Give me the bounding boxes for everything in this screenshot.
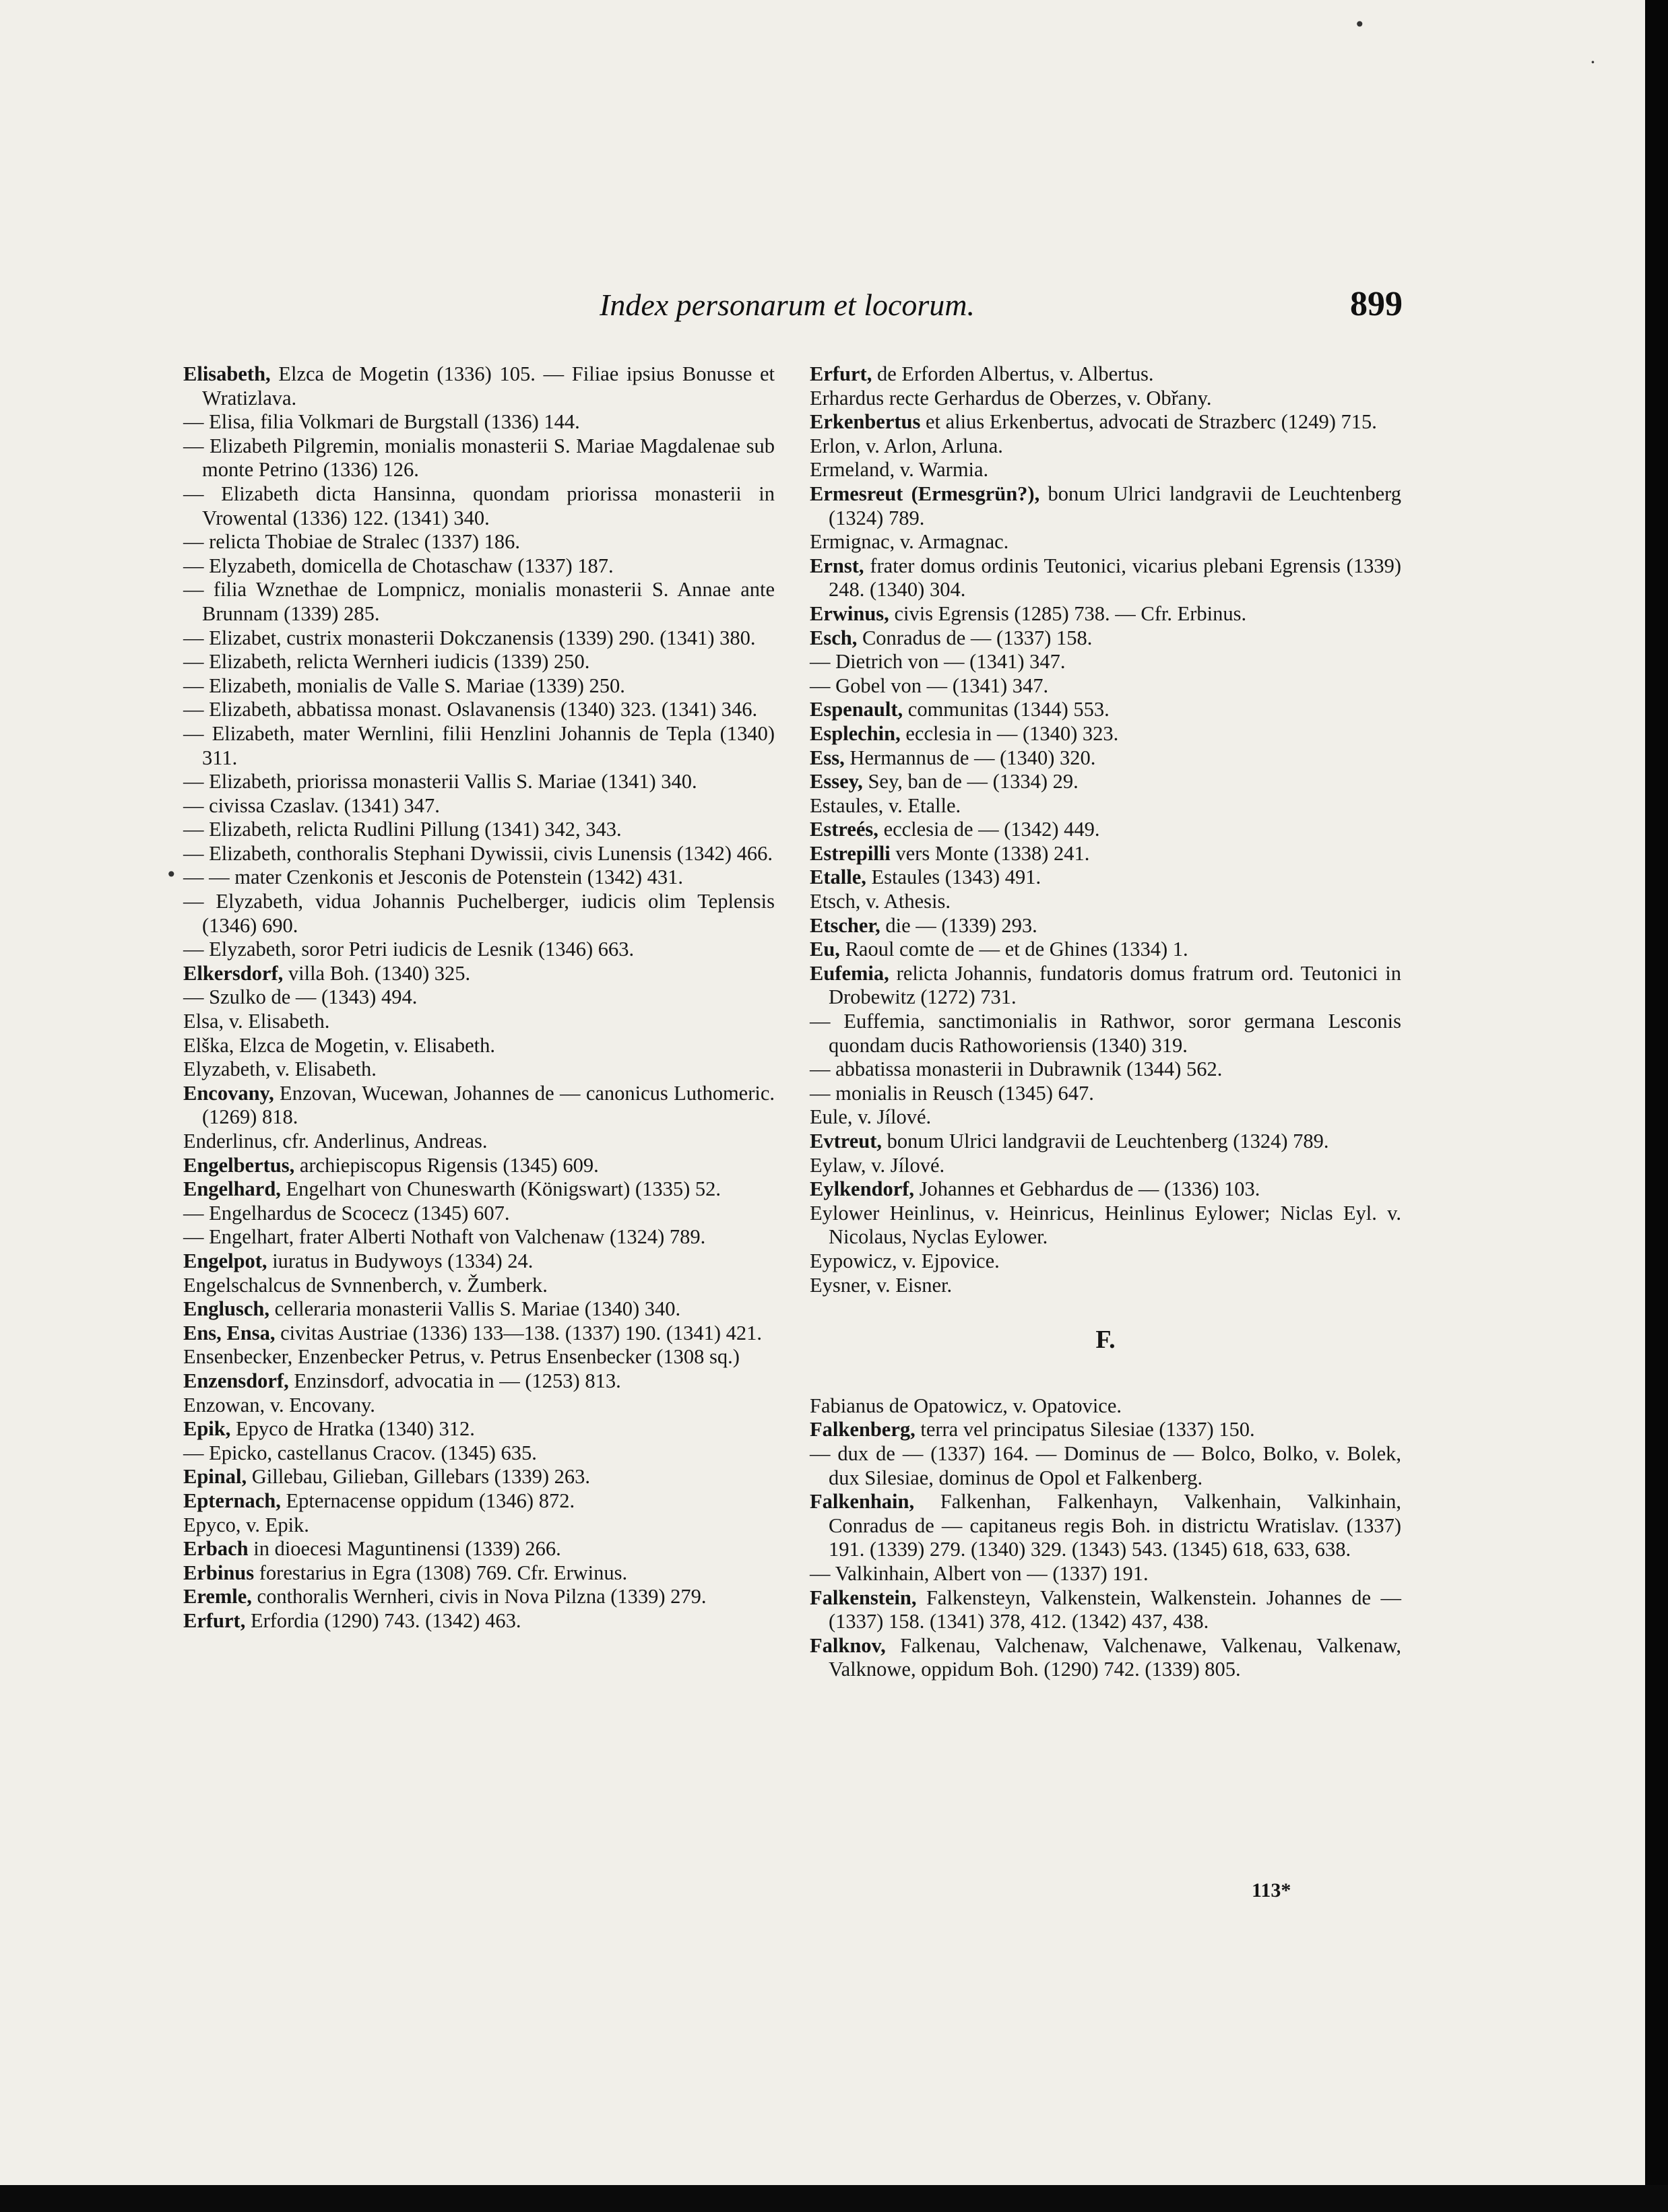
index-entry xyxy=(183,1010,775,1034)
index-entry xyxy=(183,1609,775,1633)
index-entry xyxy=(183,1441,775,1466)
entry-text: Ermignac, v. Armagnac. xyxy=(810,530,1009,554)
entry-headword: Estreés, xyxy=(810,818,878,841)
scan-border-right xyxy=(1645,0,1668,2212)
index-entry xyxy=(810,434,1401,459)
scan-speck: · xyxy=(1590,51,1596,73)
entry-headword: Etalle, xyxy=(810,866,866,889)
entry-text: Eypowicz, v. Ejpovice. xyxy=(810,1249,1000,1272)
entry-text: — Elizabeth, priorissa monasterii Vallis S. Mariae (1341) 340. xyxy=(183,770,697,793)
index-entry xyxy=(810,1274,1401,1298)
index-entry xyxy=(183,866,775,890)
entry-headword: Epternach, xyxy=(183,1489,281,1512)
entry-text: Enderlinus, cfr. Anderlinus, Andreas. xyxy=(183,1130,488,1152)
entry-text: bonum Ulrici landgravii de Leuchtenberg (1324) 789. xyxy=(882,1130,1329,1152)
entry-text: — civissa Czaslav. (1341) 347. xyxy=(183,793,440,817)
entry-headword: Enzensdorf, xyxy=(183,1369,289,1392)
entry-headword: Erfurt, xyxy=(183,1608,246,1632)
entry-headword: Ens, Ensa, xyxy=(183,1321,276,1344)
entry-text: Enzovan, Wucewan, Johannes de — canonicus Luthomeric. (1269) 818. xyxy=(202,1081,775,1129)
index-entry xyxy=(810,482,1401,530)
index-entry xyxy=(810,890,1401,914)
entry-headword: Epinal, xyxy=(183,1465,247,1489)
entry-text: — Elizabeth, abbatissa monast. Oslavanensis (1340) 323. (1341) 346. xyxy=(183,698,758,721)
index-entry xyxy=(810,1130,1401,1154)
index-entry xyxy=(183,362,775,410)
entry-text: Falkenau, Valchenaw, Valchenawe, Valkenau, Valkenaw, Valknowe, oppidum Boh. (1290) 742. (1339) 805. xyxy=(829,1633,1401,1681)
index-entry xyxy=(183,626,775,651)
section-f-entries xyxy=(810,1394,1401,1682)
index-entry xyxy=(183,1514,775,1538)
entry-headword: Esplechin, xyxy=(810,721,901,745)
index-entry xyxy=(183,1130,775,1154)
entry-text: — Dietrich von — (1341) 347. xyxy=(810,650,1066,674)
entry-text: iuratus in Budywoys (1334) 24. xyxy=(267,1249,534,1272)
index-entry xyxy=(810,554,1401,602)
index-entry xyxy=(183,818,775,842)
entry-text: Engelhart von Chuneswarth (Königswart) (1335) 52. xyxy=(280,1177,721,1201)
entry-text: Conradus de — (1337) 158. xyxy=(857,626,1093,649)
entry-text: Raoul comte de — et de Ghines (1334) 1. xyxy=(839,938,1188,961)
entry-text: Fabianus de Opatowicz, v. Opatovice. xyxy=(810,1394,1122,1417)
index-entry xyxy=(183,1465,775,1489)
index-entry xyxy=(183,554,775,579)
index-entry xyxy=(810,1490,1401,1562)
entry-text: Gillebau, Gilieban, Gillebars (1339) 263. xyxy=(247,1465,591,1489)
entry-text: civitas Austriae (1336) 133—138. (1337) 190. (1341) 421. xyxy=(275,1321,763,1344)
index-entry xyxy=(183,962,775,986)
entry-text: Engelschalcus de Svnnenberch, v. Žumberk. xyxy=(183,1273,548,1297)
index-entry xyxy=(810,914,1401,938)
index-entry xyxy=(183,1202,775,1226)
index-entry xyxy=(183,890,775,938)
index-entry xyxy=(810,770,1401,794)
index-entry xyxy=(183,1537,775,1561)
entry-text: civis Egrensis (1285) 738. — Cfr. Erbinus. xyxy=(889,601,1247,625)
entry-text: die — (1339) 293. xyxy=(880,913,1037,937)
entry-text: Erhardus recte Gerhardus de Oberzes, v. Obřany. xyxy=(810,386,1212,410)
entry-text: relicta Johannis, fundatoris domus fratrum ord. Teutonici in Drobewitz (1272) 731. xyxy=(829,961,1401,1009)
entry-text: villa Boh. (1340) 325. xyxy=(283,961,471,985)
entry-text: terra vel principatus Silesiae (1337) 150. xyxy=(915,1418,1255,1441)
entry-text: archiepiscopus Rigensis (1345) 609. xyxy=(294,1153,599,1177)
entry-text: — Elyzabeth, domicella de Chotaschaw (1337) 187. xyxy=(183,554,614,577)
index-entry xyxy=(810,866,1401,890)
index-entry xyxy=(183,1322,775,1346)
index-entry xyxy=(183,1034,775,1058)
index-entry xyxy=(183,1225,775,1249)
entry-headword: Englusch, xyxy=(183,1297,269,1321)
entry-text: Falkenhan, Falkenhayn, Valkenhain, Valkinhain, Conradus de — capitaneus regis Boh. in districtu Wratislav. (1337) 191. (1339) 279. (1340) 329. (1343) 543. (1345) 618, 633, 638. xyxy=(829,1490,1401,1561)
entry-headword: Falkenhain, xyxy=(810,1490,915,1514)
entry-text: Enzinsdorf, advocatia in — (1253) 813. xyxy=(288,1369,621,1392)
index-entry xyxy=(183,530,775,554)
entry-headword: Etscher, xyxy=(810,913,880,937)
index-entry xyxy=(183,1249,775,1274)
entry-headword: Ernst, xyxy=(810,554,864,577)
entry-text: Eysner, v. Eisner. xyxy=(810,1273,953,1297)
entry-text: Elsa, v. Elisabeth. xyxy=(183,1010,330,1033)
entry-text: Epyco de Hratka (1340) 312. xyxy=(230,1417,475,1441)
entry-headword: Erwinus, xyxy=(810,601,889,625)
entry-text: celleraria monasterii Vallis S. Mariae (1340) 340. xyxy=(269,1297,681,1321)
index-entry xyxy=(183,698,775,722)
entry-headword: Erfurt, xyxy=(810,362,872,385)
index-entry xyxy=(183,674,775,698)
entry-text: Estaules (1343) 491. xyxy=(866,866,1041,889)
entry-text: — Elizabeth, monialis de Valle S. Mariae (1339) 250. xyxy=(183,674,625,697)
entry-text: — Elyzabeth, soror Petri iudicis de Lesnik (1346) 663. xyxy=(183,938,635,961)
left-column xyxy=(183,362,775,1633)
index-entry xyxy=(810,722,1401,746)
entry-text: Ermeland, v. Warmia. xyxy=(810,458,989,482)
index-entry xyxy=(810,458,1401,482)
entry-text: — abbatissa monasterii in Dubrawnik (1344) 562. xyxy=(810,1058,1223,1081)
entry-text: — Elizabeth, relicta Wernheri iudicis (1339) 250. xyxy=(183,650,590,674)
entry-text: — Valkinhain, Albert von — (1337) 191. xyxy=(810,1561,1149,1585)
entry-text: bonum Ulrici landgravii de Leuchtenberg (1324) 789. xyxy=(829,482,1402,529)
running-title: Index personarum et locorum. xyxy=(600,288,975,322)
index-entry xyxy=(183,938,775,962)
index-entry xyxy=(183,1082,775,1130)
index-entry xyxy=(810,602,1401,626)
entry-text: Elzca de Mogetin (1336) 105. — Filiae ipsius Bonusse et Wratizlava. xyxy=(202,362,775,410)
index-entry xyxy=(183,482,775,530)
entry-headword: Eylkendorf, xyxy=(810,1177,915,1201)
index-entry xyxy=(183,434,775,482)
entry-text: — relicta Thobiae de Stralec (1337) 186. xyxy=(183,530,520,554)
index-entry xyxy=(810,1177,1401,1202)
entry-text: Elyzabeth, v. Elisabeth. xyxy=(183,1058,377,1081)
index-entry xyxy=(183,1177,775,1202)
entry-text: Hermannus de — (1340) 320. xyxy=(844,746,1096,769)
index-entry xyxy=(810,1418,1401,1442)
entry-headword: Falkenstein, xyxy=(810,1586,917,1609)
index-entry xyxy=(183,1585,775,1609)
index-entry xyxy=(183,578,775,626)
entry-text: Falkensteyn, Valkenstein, Walkenstein. Johannes de — (1337) 158. (1341) 378, 412. (1342) 437, 438. xyxy=(829,1586,1401,1633)
index-entry xyxy=(183,1369,775,1394)
index-entry xyxy=(810,938,1401,962)
entry-text: — Szulko de — (1343) 494. xyxy=(183,985,418,1009)
index-entry xyxy=(810,1394,1401,1419)
entry-text: Elška, Elzca de Mogetin, v. Elisabeth. xyxy=(183,1033,496,1057)
index-entry xyxy=(183,1297,775,1322)
index-entry xyxy=(810,1202,1401,1249)
entry-text: Etsch, v. Athesis. xyxy=(810,890,951,913)
index-entry xyxy=(810,1154,1401,1178)
section-e-entries xyxy=(810,362,1401,1297)
scan-border-bottom xyxy=(0,2185,1668,2212)
index-entry xyxy=(810,387,1401,411)
entry-text: Eylower Heinlinus, v. Heinricus, Heinlinus Eylower; Niclas Eyl. v. Nicolaus, Nyclas Eylower. xyxy=(810,1201,1401,1249)
entry-text: conthoralis Wernheri, civis in Nova Pilzna (1339) 279. xyxy=(251,1585,707,1608)
index-entry xyxy=(810,410,1401,434)
entry-headword: Evtreut, xyxy=(810,1130,883,1152)
entry-text: Eule, v. Jílové. xyxy=(810,1105,932,1129)
index-entry xyxy=(810,1058,1401,1082)
entry-headword: Engelpot, xyxy=(183,1249,267,1272)
entry-headword: Eu, xyxy=(810,938,840,961)
section-letter-f: F. xyxy=(1095,1326,1116,1355)
entry-text: — Gobel von — (1341) 347. xyxy=(810,674,1049,697)
index-entry xyxy=(183,410,775,434)
index-entry xyxy=(810,1442,1401,1490)
entry-text: — Elizabeth, relicta Rudlini Pillung (1341) 342, 343. xyxy=(183,818,622,841)
entry-headword: Encovany, xyxy=(183,1081,274,1105)
entry-text: de Erforden Albertus, v. Albertus. xyxy=(872,362,1154,385)
entry-headword: Erbinus xyxy=(183,1561,255,1584)
index-entry xyxy=(810,698,1401,722)
entry-headword: Elkersdorf, xyxy=(183,961,284,985)
index-entry xyxy=(183,1561,775,1586)
entry-text: Erfordia (1290) 743. (1342) 463. xyxy=(245,1608,521,1632)
index-entry xyxy=(183,1345,775,1369)
entry-text: Sey, ban de — (1334) 29. xyxy=(862,770,1079,793)
entry-text: — Elisa, filia Volkmari de Burgstall (1336) 144. xyxy=(183,410,580,434)
entry-text: Erlon, v. Arlon, Arluna. xyxy=(810,434,1003,457)
index-entry xyxy=(183,1417,775,1441)
entry-headword: Erbach xyxy=(183,1537,249,1561)
entry-text: — dux de — (1337) 164. — Dominus de — Bolco, Bolko, v. Bolek, dux Silesiae, dominus de Opol et Falkenberg. xyxy=(810,1441,1401,1489)
entry-text: — — mater Czenkonis et Jesconis de Potenstein (1342) 431. xyxy=(183,866,684,889)
index-entry xyxy=(183,1274,775,1298)
index-entry xyxy=(183,794,775,818)
entry-text: — Euffemia, sanctimonialis in Rathwor, soror germana Lesconis quondam ducis Rathoworiensis (1340) 319. xyxy=(810,1010,1401,1057)
entry-headword: Eremle, xyxy=(183,1585,252,1608)
entry-text: in dioecesi Maguntinensi (1339) 266. xyxy=(248,1537,561,1561)
entry-text: ecclesia in — (1340) 323. xyxy=(900,721,1119,745)
index-entry xyxy=(810,962,1401,1010)
entry-text: Epyco, v. Epik. xyxy=(183,1513,309,1536)
index-entry xyxy=(183,722,775,770)
right-column xyxy=(810,362,1401,1682)
index-entry xyxy=(183,1058,775,1082)
index-entry xyxy=(810,746,1401,771)
index-entry xyxy=(810,362,1401,387)
entry-headword: Esch, xyxy=(810,626,858,649)
entry-text: — Elizabeth, mater Wernlini, filii Henzlini Johannis de Tepla (1340) 311. xyxy=(183,721,775,769)
index-entry xyxy=(183,770,775,794)
entry-text: — monialis in Reusch (1345) 647. xyxy=(810,1081,1094,1105)
entry-text: et alius Erkenbertus, advocati de Strazberc (1249) 715. xyxy=(920,410,1377,434)
index-entry xyxy=(810,674,1401,698)
index-entry xyxy=(810,794,1401,818)
entry-headword: Essey, xyxy=(810,770,863,793)
entry-headword: Falkenberg, xyxy=(810,1418,916,1441)
signature-mark: 113* xyxy=(1252,1879,1291,1901)
entry-headword: Ermesreut (Ermesgrün?), xyxy=(810,482,1040,505)
entry-text: frater domus ordinis Teutonici, vicarius plebani Egrensis (1339) 248. (1340) 304. xyxy=(829,554,1401,601)
index-entry xyxy=(183,985,775,1010)
index-entry xyxy=(810,1634,1401,1682)
entry-headword: Erkenbertus xyxy=(810,410,921,434)
index-entry xyxy=(810,530,1401,554)
page-number: 899 xyxy=(1350,285,1403,323)
entry-text: ecclesia de — (1342) 449. xyxy=(878,818,1100,841)
entry-headword: Engelhard, xyxy=(183,1177,281,1201)
entry-text: — Epicko, castellanus Cracov. (1345) 635. xyxy=(183,1441,537,1464)
entry-text: vers Monte (1338) 241. xyxy=(890,841,1090,865)
index-entry xyxy=(183,1489,775,1514)
entry-headword: Ess, xyxy=(810,746,845,769)
index-entry xyxy=(810,1010,1401,1058)
entry-text: communitas (1344) 553. xyxy=(903,698,1110,721)
index-entry xyxy=(183,842,775,866)
entry-headword: Eufemia, xyxy=(810,961,889,985)
index-entry xyxy=(810,1105,1401,1130)
index-entry xyxy=(810,1562,1401,1586)
entry-headword: Estrepilli xyxy=(810,841,891,865)
entry-text: Estaules, v. Etalle. xyxy=(810,793,961,817)
index-entry xyxy=(810,1249,1401,1274)
entry-text: Johannes et Gebhardus de — (1336) 103. xyxy=(914,1177,1260,1201)
entry-text: — Elizabet, custrix monasterii Dokczanensis (1339) 290. (1341) 380. xyxy=(183,626,756,649)
index-entry xyxy=(183,1394,775,1418)
scan-speck: • xyxy=(1354,13,1366,36)
entry-text: Epternacense oppidum (1346) 872. xyxy=(280,1489,575,1512)
entry-text: — Engelhart, frater Alberti Nothaft von Valchenaw (1324) 789. xyxy=(183,1225,706,1249)
index-entry xyxy=(183,1154,775,1178)
index-entry xyxy=(810,1082,1401,1106)
entry-headword: Elisabeth, xyxy=(183,362,271,385)
index-entry xyxy=(810,626,1401,651)
entry-text: — filia Wznethae de Lompnicz, monialis monasterii S. Annae ante Brunnam (1339) 285. xyxy=(183,578,775,625)
entry-text: — Elyzabeth, vidua Johannis Puchelberger, iudicis olim Teplensis (1346) 690. xyxy=(183,890,775,937)
entry-text: forestarius in Egra (1308) 769. Cfr. Erwinus. xyxy=(254,1561,628,1584)
entry-headword: Engelbertus, xyxy=(183,1153,295,1177)
page-header xyxy=(182,282,1403,335)
index-entry xyxy=(810,650,1401,674)
entry-headword: Epik, xyxy=(183,1417,231,1441)
entry-text: Ensenbecker, Enzenbecker Petrus, v. Petrus Ensenbecker (1308 sq.) xyxy=(183,1345,740,1369)
index-entry xyxy=(183,650,775,674)
index-entry xyxy=(810,842,1401,866)
entry-text: Eylaw, v. Jílové. xyxy=(810,1153,945,1177)
entry-headword: Espenault, xyxy=(810,698,903,721)
entry-text: Enzowan, v. Encovany. xyxy=(183,1393,375,1417)
entry-text: — Elizabeth, conthoralis Stephani Dywissii, civis Lunensis (1342) 466. xyxy=(183,841,773,865)
index-entry xyxy=(810,818,1401,842)
entry-headword: Falknov, xyxy=(810,1633,886,1657)
index-entry xyxy=(810,1586,1401,1634)
entry-text: — Engelhardus de Scocecz (1345) 607. xyxy=(183,1201,510,1225)
entry-text: — Elizabeth Pilgremin, monialis monasterii S. Mariae Magdalenae sub monte Petrino (1336) 126. xyxy=(183,434,775,482)
scan-speck: • xyxy=(166,864,177,886)
entry-text: — Elizabeth dicta Hansinna, quondam priorissa monasterii in Vrowental (1336) 122. (1341) 340. xyxy=(183,482,775,529)
